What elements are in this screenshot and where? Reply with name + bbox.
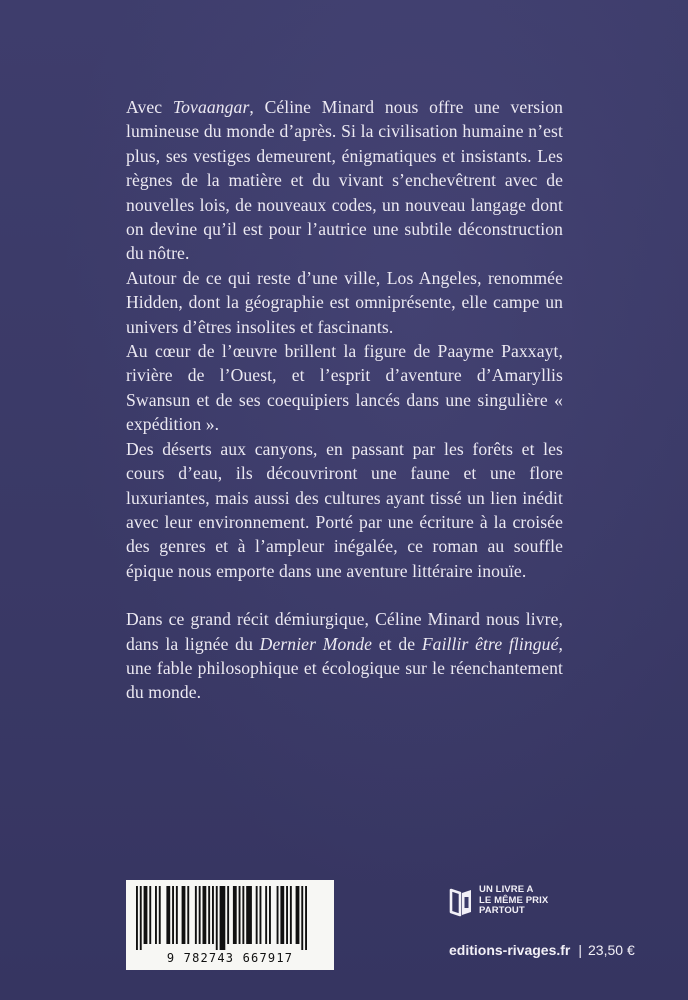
- related-title-1: Dernier Monde: [259, 633, 373, 654]
- barcode-bar: [256, 886, 258, 944]
- barcode-bar: [269, 886, 271, 944]
- barcode-bar: [239, 886, 241, 944]
- barcode-bar: [166, 886, 170, 944]
- prix-unique-logo: [449, 885, 569, 925]
- barcode-bar: [149, 886, 151, 944]
- barcode-bar: [280, 886, 284, 944]
- barcode-bar: [305, 886, 307, 950]
- book-price: 23,50 €: [588, 942, 635, 958]
- publisher-website: editions-rivages.fr: [449, 942, 571, 958]
- barcode-bar: [159, 886, 161, 944]
- barcode-bar: [296, 886, 300, 944]
- barcode-bar: [290, 886, 292, 944]
- barcode-bar: [144, 886, 148, 944]
- barcode-bar: [208, 886, 210, 944]
- footer-separator: |: [578, 942, 583, 958]
- isbn-digits: 9 782743 667917: [166, 951, 294, 965]
- blurb-paragraph-5: Dans ce grand récit démiurgique, Céline Minard nous livre, dans la lignée du Dernier Monde et de Faillir être flingué, une fable philosophique et écologique sur le réenchantement du monde.: [126, 609, 563, 703]
- barcode-bar: [286, 886, 288, 944]
- related-title-2: Faillir être flingué: [421, 633, 559, 654]
- barcode-bar: [246, 886, 252, 944]
- barcode-bar: [136, 886, 138, 950]
- logo-text: UN LIVRE A LE MÊME PRIX PARTOUT: [479, 884, 549, 916]
- back-cover-blurb: [126, 95, 563, 705]
- blurb-paragraph-3: Au cœur de l’œuvre brillent la figure de Paayme Paxxayt, rivière de l’Ouest, et l’esprit d’aventure d’Amaryllis Swansun et de ses coequipiers lancés dans une singulière « expédition ».: [126, 341, 563, 435]
- blurb-paragraph-2: Autour de ce qui reste d’une ville, Los Angeles, renommée Hidden, dont la géographie est omniprésente, elle campe un univers d’êtres insolites et fascinants.: [126, 267, 563, 337]
- barcode-bar: [301, 886, 303, 950]
- barcode-bars: [132, 886, 328, 950]
- book-logo-icon: [449, 887, 473, 917]
- barcode-bar: [216, 886, 218, 950]
- blurb-paragraph-4: Des déserts aux canyons, en passant par les forêts et les cours d’eau, ils découvriront une faune et une flore luxuriantes, mais aussi des cultures ayant tissé un lien inédit avec leur environnement. Porté par une écriture à la croisée des genres et à l’ampleur inégalée, ce roman au souffle épique nous emporte dans une aventure littéraire inouïe.: [126, 438, 563, 581]
- barcode-bar: [233, 886, 237, 944]
- publisher-footer: [449, 942, 635, 958]
- barcode-bar: [172, 886, 174, 944]
- isbn-barcode: [126, 880, 334, 970]
- barcode-bar: [265, 886, 267, 944]
- barcode-bar: [199, 886, 201, 944]
- barcode-bar: [155, 886, 157, 944]
- barcode-bar: [187, 886, 189, 944]
- barcode-bar: [140, 886, 142, 950]
- barcode-bar: [227, 886, 229, 944]
- barcode-bar: [176, 886, 178, 944]
- barcode-bar: [220, 886, 226, 950]
- barcode-bar: [195, 886, 197, 944]
- barcode-bar: [212, 886, 214, 944]
- barcode-bar: [260, 886, 262, 944]
- barcode-bar: [182, 886, 186, 944]
- barcode-bar: [203, 886, 207, 944]
- book-title: Tovaangar: [172, 97, 250, 117]
- blurb-paragraph-1: Avec Tovaangar, Céline Minard nous offre une version lumineuse du monde d’après. Si la civilisation humaine n’est plus, ses vestiges demeurent, énigmatiques et insistants. Les règnes de la matière et du vivant s’enchevêtrent avec de nouvelles lois, de nouveaux codes, un nouveau langage dont on devine qu’il est pour l’autrice une subtile déconstruction du nôtre.: [126, 97, 564, 264]
- barcode-bar: [242, 886, 244, 944]
- barcode-bar: [277, 886, 279, 944]
